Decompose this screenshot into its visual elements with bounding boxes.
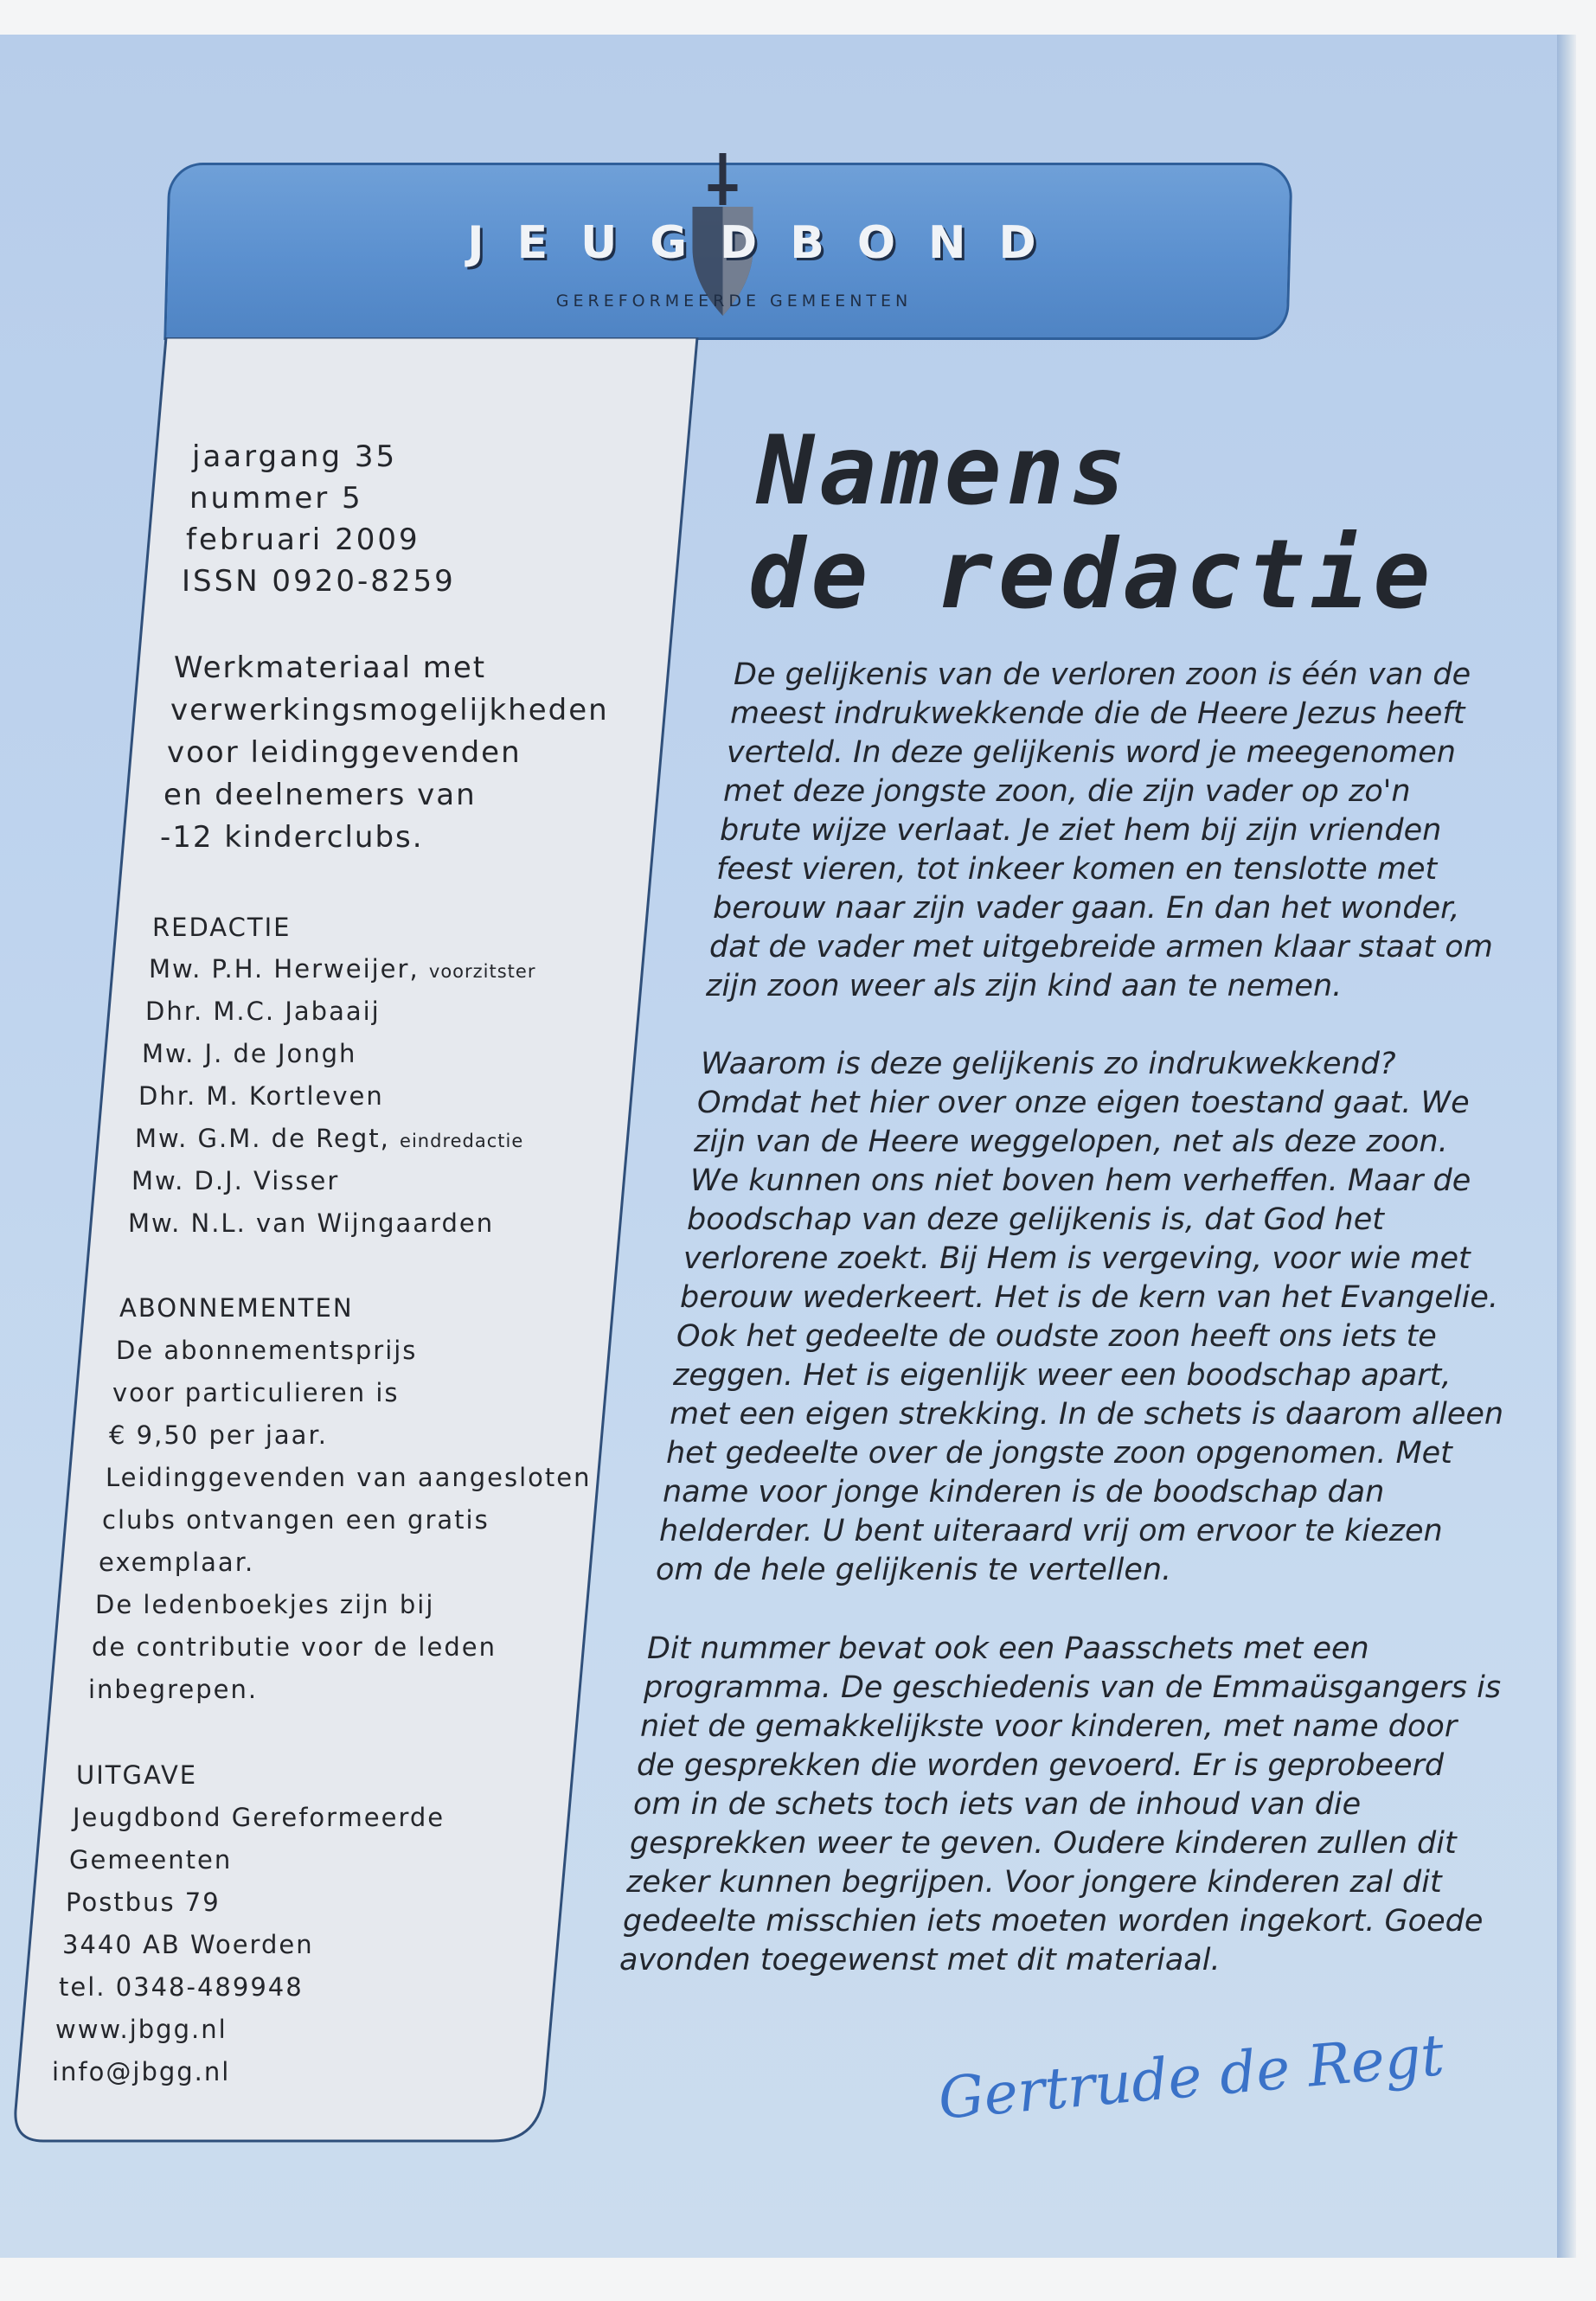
abonnementen-line: de contributie voor de leden <box>92 1632 497 1662</box>
uitgave-phone: tel. 0348-489948 <box>59 1972 304 2002</box>
abonnementen-line: voor particulieren is <box>112 1378 400 1407</box>
article-line: boodschap van deze gelijkenis is, dat God het <box>687 1202 1384 1237</box>
article-line: met deze jongste zoon, die zijn vader op zo'n <box>723 774 1411 809</box>
article-title-line: de redactie <box>748 519 1436 630</box>
uitgave-email: info@jbgg.nl <box>52 2057 231 2086</box>
article-line: brute wijze verlaat. Je ziet hem bij zijn vrienden <box>720 813 1442 848</box>
description-line: Werkmateriaal met <box>174 651 487 685</box>
article-line: zeggen. Het is eigenlijk weer een boodschap apart, <box>673 1358 1452 1393</box>
article-line: gedeelte misschien iets moeten worden ingekort. Goede <box>623 1904 1484 1939</box>
article-line: verlorene zoekt. Bij Hem is vergeving, voor wie met <box>683 1241 1471 1276</box>
article-line: zijn zoon weer als zijn kind aan te nemen. <box>706 969 1343 1003</box>
abonnementen-line: De ledenboekjes zijn bij <box>95 1590 435 1619</box>
abonnementen-line: inbegrepen. <box>88 1675 259 1704</box>
article-line: om de hele gelijkenis te vertellen. <box>656 1553 1172 1587</box>
description-line: verwerkingsmogelijkheden <box>170 693 609 727</box>
article-line: Waarom is deze gelijkenis zo indrukwekkend? <box>701 1047 1396 1081</box>
abonnementen-line: exemplaar. <box>99 1548 255 1577</box>
brand-subtitle: GEREFORMEERDE GEMEENTEN <box>555 292 913 311</box>
article-line: dat de vader met uitgebreide armen klaar staat om <box>709 930 1493 965</box>
article-line: feest vieren, tot inkeer komen en tenslotte met <box>716 852 1438 887</box>
issue-number: nummer 5 <box>189 481 363 516</box>
article-line: helderder. U bent uiteraard vrij om ervoor te kiezen <box>659 1514 1443 1548</box>
description-line: voor leidinggevenden <box>167 735 522 770</box>
article-line: met een eigen strekking. In de schets is daarom alleen <box>670 1397 1504 1432</box>
description-line: en deelnemers van <box>163 778 477 812</box>
description-line: -12 kinderclubs. <box>160 820 424 855</box>
uitgave-line: Postbus 79 <box>66 1888 221 1917</box>
brand-wordmark: JEUGDBOND <box>467 217 1069 269</box>
redactie-member: Mw. D.J. Visser <box>131 1166 340 1195</box>
article-line: programma. De geschiedenis van de Emmaüsgangers is <box>644 1670 1502 1705</box>
article-line: verteld. In deze gelijkenis word je meegenomen <box>727 735 1456 770</box>
redactie-heading: REDACTIE <box>152 913 292 942</box>
article-line: gesprekken weer te geven. Oudere kinderen zullen dit <box>630 1826 1457 1861</box>
uitgave-line: Jeugdbond Gereformeerde <box>73 1803 445 1832</box>
article-line: avonden toegewenst met dit materiaal. <box>619 1943 1221 1977</box>
signature: Gertrude de Regt <box>935 2022 1447 2132</box>
article-line: De gelijkenis van de verloren zoon is één van de <box>734 657 1471 692</box>
issue-volume: jaargang 35 <box>192 439 398 474</box>
article-line: Ook het gedeelte de oudste zoon heeft ons iets te <box>676 1319 1437 1354</box>
article-line: berouw wederkeert. Het is de kern van het Evangelie. <box>680 1280 1498 1315</box>
article-line: Omdat het hier over onze eigen toestand gaat. We <box>697 1086 1470 1120</box>
magazine-page <box>0 35 1576 2258</box>
page-edge <box>1557 35 1576 2258</box>
abonnementen-line: De abonnementsprijs <box>116 1336 418 1365</box>
header-banner <box>163 163 1292 340</box>
abonnementen-line: € 9,50 per jaar. <box>109 1420 328 1450</box>
article-line: meest indrukwekkende die de Heere Jezus heeft <box>730 696 1465 731</box>
article-line: Dit nummer bevat ook een Paasschets met een <box>647 1631 1369 1666</box>
issue-date: februari 2009 <box>186 522 420 557</box>
article-line: berouw naar zijn vader gaan. En dan het wonder, <box>713 891 1460 926</box>
article-line: zeker kunnen begrijpen. Voor jongere kinderen zal dit <box>626 1865 1442 1900</box>
redactie-member: Dhr. M.C. Jabaaij <box>145 997 381 1026</box>
abonnementen-heading: ABONNEMENTEN <box>119 1293 354 1323</box>
redactie-member: Mw. G.M. de Regt, eindredactie <box>135 1124 524 1153</box>
uitgave-heading: UITGAVE <box>76 1760 198 1790</box>
article-line: zijn van de Heere weggelopen, net als deze zoon. <box>694 1125 1448 1159</box>
abonnementen-line: clubs ontvangen een gratis <box>102 1505 490 1535</box>
article-line: om in de schets toch iets van de inhoud van die <box>633 1787 1362 1822</box>
redactie-member: Mw. P.H. Herweijer, voorzitster <box>149 954 536 984</box>
article-line: het gedeelte over de jongste zoon opgenomen. Met <box>666 1436 1452 1471</box>
article-line: niet de gemakkelijkste voor kinderen, met name door <box>640 1709 1458 1744</box>
article-line: We kunnen ons niet boven hem verheffen. Maar de <box>690 1163 1471 1198</box>
article-line: name voor jonge kinderen is de boodschap dan <box>663 1475 1385 1509</box>
uitgave-line: Gemeenten <box>69 1845 233 1875</box>
abonnementen-line: Leidinggevenden van aangesloten <box>106 1463 592 1492</box>
uitgave-website: www.jbgg.nl <box>55 2015 228 2044</box>
article-title-line: Namens <box>757 415 1132 526</box>
colophon-panel <box>9 337 701 2145</box>
redactie-member: Mw. N.L. van Wijngaarden <box>128 1208 495 1238</box>
issue-issn: ISSN 0920-8259 <box>182 564 456 599</box>
redactie-member: Dhr. M. Kortleven <box>138 1081 384 1111</box>
article-line: de gesprekken die worden gevoerd. Er is geprobeerd <box>637 1748 1445 1783</box>
uitgave-line: 3440 AB Woerden <box>62 1930 314 1959</box>
redactie-member: Mw. J. de Jongh <box>142 1039 357 1068</box>
